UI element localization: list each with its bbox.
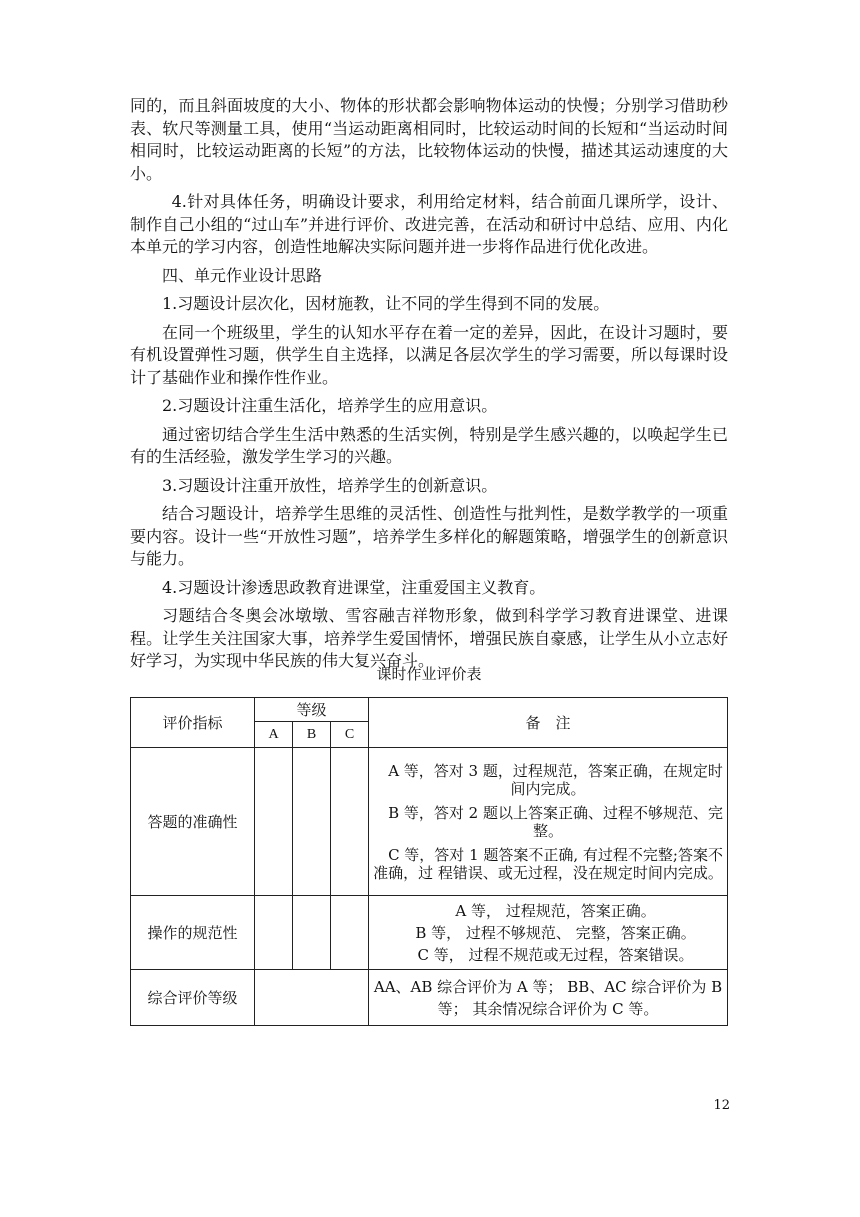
paragraph-roller-coaster-task: 4.针对具体任务，明确设计要求，利用给定材料，结合前面几课所学，设计、制作自己小组的“过山车”并进行评价、改进完善，在活动和研讨中总结、应用、内化本单元的学习内容，创造性地解决实际问题并进一步将作品进行优化改进。 xyxy=(130,192,728,256)
operation-note-b: B 等， 过程不够规范、 完整，答案正确。 xyxy=(415,923,696,942)
row-label-overall: 综合评价等级 xyxy=(131,970,255,1026)
accuracy-note-a: A 等，答对 3 题，过程规范，答案正确，在规定时间内完成。 xyxy=(388,761,723,798)
accuracy-note-c: C 等，答对 1 题答案不正确, 有过程不完整;答案不准确，过 程错误、或无过程，没在规定时间内完成。 xyxy=(373,845,723,882)
operation-note xyxy=(369,896,728,970)
accuracy-grade-a-cell xyxy=(255,748,293,896)
overall-note: AA、AB 综合评价为 A 等； BB、AC 综合评价为 B 等； 其余情况综合评价为 C 等。 xyxy=(369,970,728,1026)
section-heading-design-ideas: 四、单元作业设计思路 xyxy=(162,265,323,285)
table-title: 课时作业评价表 xyxy=(376,665,482,683)
table-header-row xyxy=(131,698,728,722)
table-row-overall xyxy=(131,970,728,1026)
subheading-patriotic: 4.习题设计渗透思政教育进课堂，注重爱国主义教育。 xyxy=(162,577,546,597)
paragraph-motion-speed: 同的，而且斜面坡度的大小、物体的形状都会影响物体运动的快慢；分别学习借助秒表、软尺等测量工具，使用“当运动距离相同时，比较运动时间的长短和“当运动时间相同时，比较运动距离的长短”的方法，比较物体运动的快慢，描述其运动速度的大小。 xyxy=(130,96,728,183)
paragraph-layered: 在同一个班级里，学生的认知水平存在着一定的差异，因此，在设计习题时，要有机设置弹性习题，供学生自主选择，以满足各层次学生的学习需要，所以每课时设计了基础作业和操作性作业。 xyxy=(130,322,728,387)
grade-b-header: B xyxy=(293,722,331,748)
header-indicator: 评价指标 xyxy=(131,698,255,748)
table-row-accuracy xyxy=(131,748,728,896)
paragraph-life-oriented: 通过密切结合学生生活中熟悉的生活实例，特别是学生感兴趣的，以唤起学生已有的生活经验，激发学生学习的兴趣。 xyxy=(130,424,728,466)
accuracy-note-b: B 等，答对 2 题以上答案正确、过程不够规范、完整。 xyxy=(388,803,723,840)
accuracy-grade-b-cell xyxy=(293,748,331,896)
accuracy-note xyxy=(369,748,728,896)
row-label-accuracy: 答题的准确性 xyxy=(131,748,255,896)
page-number: 12 xyxy=(713,1098,730,1113)
paragraph-open-ended: 结合习题设计，培养学生思维的灵活性、创造性与批判性，是数学教学的一项重要内容。设计一些“开放性习题”，培养学生多样化的解题策略，增强学生的创新意识与能力。 xyxy=(130,504,728,568)
accuracy-grade-c-cell xyxy=(331,748,369,896)
header-note: 备 注 xyxy=(369,698,728,748)
evaluation-table xyxy=(130,697,728,1026)
document-body xyxy=(130,95,728,679)
operation-note-a: A 等， 过程规范，答案正确。 xyxy=(455,901,656,920)
operation-grade-a-cell xyxy=(255,896,293,970)
row-label-operation: 操作的规范性 xyxy=(131,896,255,970)
overall-grade-cell xyxy=(255,970,369,1026)
table-row-operation xyxy=(131,896,728,970)
subheading-layered: 1.习题设计层次化，因材施教，让不同的学生得到不同的发展。 xyxy=(162,294,610,313)
operation-note-c: C 等， 过程不规范或无过程，答案错误。 xyxy=(417,945,694,964)
grade-a-header: A xyxy=(255,722,293,748)
subheading-life-oriented: 2.习题设计注重生活化，培养学生的应用意识。 xyxy=(162,396,498,415)
operation-grade-c-cell xyxy=(331,896,369,970)
paragraph-patriotic: 习题结合冬奥会冰墩墩、雪容融吉祥物形象，做到科学学习教育进课堂、进课程。让学生关注国家大事，培养学生爱国情怀，增强民族自豪感，让学生从小立志好好学习，为实现中华民族的伟大复兴奋斗。 xyxy=(130,606,728,670)
subheading-open-ended: 3.习题设计注重开放性，培养学生的创新意识。 xyxy=(162,475,498,495)
header-grade: 等级 xyxy=(255,698,369,722)
operation-grade-b-cell xyxy=(293,896,331,970)
grade-c-header: C xyxy=(331,722,369,748)
